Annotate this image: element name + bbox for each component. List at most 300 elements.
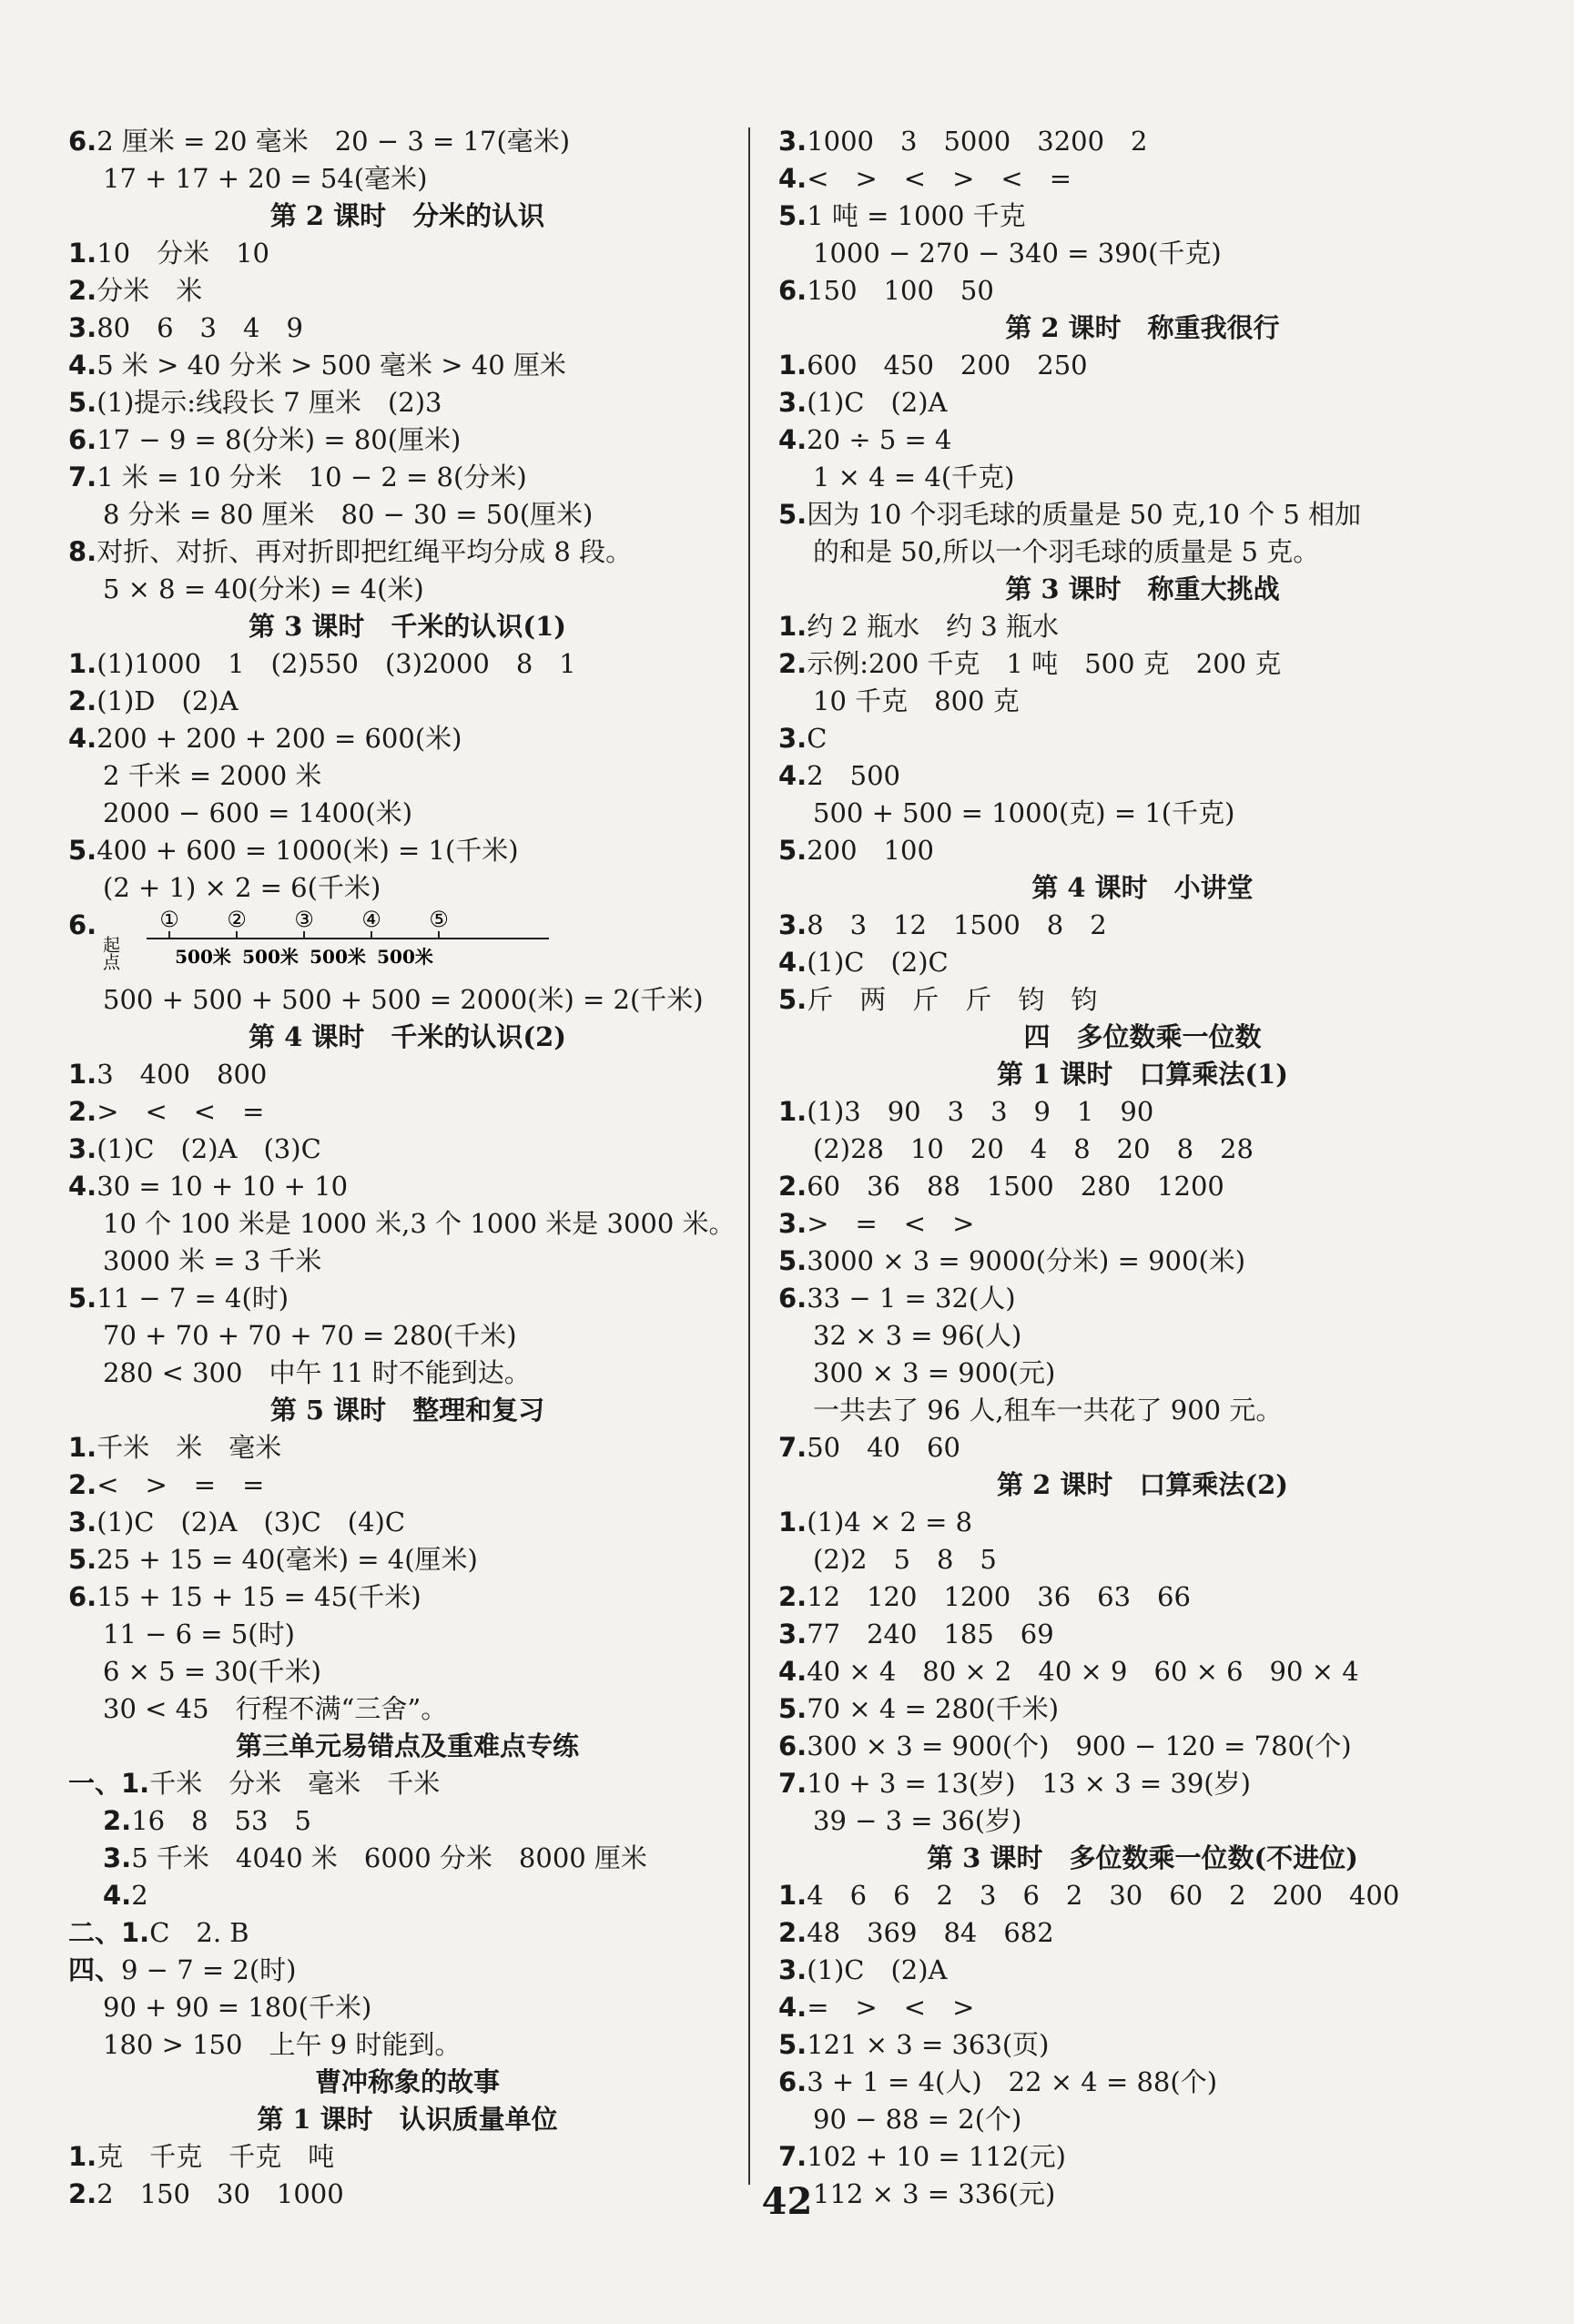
answer-text: 2 [131,1880,148,1911]
answer-text: 一共去了 96 人,租车一共花了 900 元。 [813,1395,1283,1426]
answer-text: 2 千米 = 2000 米 [103,760,322,791]
answer-line [68,1690,746,1728]
question-number: 5. [778,1693,807,1724]
question-number: 7. [778,2141,807,2172]
answer-text: 80 6 3 4 9 [96,312,303,343]
answer-text: 11 − 6 = 5(时) [103,1619,295,1649]
answer-text: 400 + 600 = 1000(米) = 1(千米) [96,835,519,866]
heading-text: 第 3 课时 多位数乘一位数(不进位) [927,1842,1358,1873]
answer-line [68,1243,746,1280]
question-number: 4. [68,723,97,754]
section-heading [778,1019,1507,1056]
heading-text: 第 5 课时 整理和复习 [269,1395,545,1426]
question-number: 1. [778,350,807,381]
question-number: 4. [68,1171,97,1202]
answer-text: 33 − 1 = 32(人) [807,1283,1016,1314]
right-column [778,123,1507,2213]
answer-text: (1)C (2)C [807,947,949,978]
answer-line [68,1765,746,1802]
answer-text: 300 × 3 = 900(元) [813,1357,1056,1388]
question-number: 1. [778,1507,807,1537]
answer-line [68,347,746,384]
answer-text: (1)C (2)A [807,1954,948,1985]
answer-text: (1)4 × 2 = 8 [807,1507,973,1537]
answer-text: 90 − 88 = 2(个) [813,2104,1022,2135]
answer-text: 4 6 6 2 3 6 2 30 60 2 200 400 [807,1880,1400,1911]
heading-text: 第三单元易错点及重难点专练 [235,1730,579,1761]
answer-text: 6 × 5 = 30(千米) [103,1656,321,1687]
answer-text: 10 个 100 米是 1000 米,3 个 1000 米是 3000 米。 [103,1208,736,1239]
answer-text: (1)1000 1 (2)550 (3)2000 8 1 [96,648,576,679]
question-number: 3. [778,1208,807,1239]
answer-text: 500 + 500 + 500 + 500 = 2000(米) = 2(千米) [103,984,704,1015]
answer-text: 2 厘米 = 20 毫米 20 − 3 = 17(毫米) [96,126,571,157]
question-number: 5. [68,387,97,418]
answer-text: 25 + 15 = 40(毫米) = 4(厘米) [96,1544,478,1575]
question-number: 5. [778,2029,807,2060]
answer-line [778,533,1507,571]
answer-line [68,384,746,421]
answer-line [778,2138,1507,2176]
section-heading [778,1840,1507,1877]
answer-line [778,832,1507,869]
answer-line [778,944,1507,981]
answer-text: (1)C (2)A (3)C [96,1133,321,1164]
answer-line [778,1429,1507,1466]
section-heading [68,608,746,645]
answer-line [68,1280,746,1317]
question-number: 3. [68,312,97,343]
answer-text: 1 × 4 = 4(千克) [813,462,1015,492]
answer-line [68,1616,746,1653]
question-number: 5. [68,1283,97,1314]
answer-line [778,1578,1507,1616]
question-number: 4. [778,760,807,791]
answer-text: 280 < 300 中午 11 时不能到达。 [103,1357,531,1388]
answer-text: 3000 × 3 = 9000(分米) = 900(米) [807,1245,1246,1276]
answer-text: (2)28 10 20 4 8 20 8 28 [813,1133,1254,1164]
answer-text: 48 369 84 682 [807,1917,1054,1948]
answer-text: 1 米 = 10 分米 10 − 2 = 8(分米) [96,462,527,492]
answer-text: 70 + 70 + 70 + 70 = 280(千米) [103,1320,517,1351]
answer-line [68,1317,746,1355]
answer-text: 8 分米 = 80 厘米 80 − 30 = 50(厘米) [103,499,594,530]
answer-line [68,720,746,757]
answer-line [778,1280,1507,1317]
answer-line [68,571,746,608]
answer-line [68,272,746,310]
answer-text: 9 − 7 = 2(时) [121,1954,297,1985]
position-marker: ② [227,907,247,932]
answer-line [778,496,1507,533]
answer-text: 17 − 9 = 8(分米) = 80(厘米) [96,424,462,455]
answer-line [68,235,746,272]
answer-text: 2 500 [807,760,901,791]
page-number: 42 [761,2180,813,2223]
answer-text: (2)2 5 8 5 [813,1544,997,1575]
answer-line [68,757,746,795]
answer-text: 150 100 50 [807,275,994,306]
question-number: 1. [68,2141,97,2172]
answer-text: 8 3 12 1500 8 2 [807,909,1107,940]
section-heading [68,1728,746,1765]
answer-line [778,1765,1507,1802]
answer-text: 千米 米 毫米 [96,1432,282,1463]
answer-text: 3 + 1 = 4(人) 22 × 4 = 88(个) [807,2066,1218,2097]
question-number: 6. [68,126,97,157]
question-number: 二、1. [68,1917,150,1948]
answer-line [68,1914,746,1952]
answer-text: 分米 米 [96,275,203,306]
question-number: 3. [68,1507,97,1537]
section-heading [68,1019,746,1056]
question-number: 5. [778,835,807,866]
answer-line [68,310,746,347]
answer-text: 70 × 4 = 280(千米) [807,1693,1060,1724]
answer-text: 3 400 800 [96,1059,268,1090]
answer-text: 90 + 90 = 180(千米) [103,1992,372,2023]
answer-line [68,981,746,1019]
answer-line [778,459,1507,496]
answer-line [68,1653,746,1690]
position-marker: ④ [361,907,381,932]
question-number: 2. [778,1917,807,1948]
question-number: 6. [778,1730,807,1761]
answer-line [68,1952,746,1989]
column-divider [748,127,750,2185]
answer-text: 千米 分米 毫米 千米 [149,1768,441,1799]
answer-text: > = < > [807,1208,975,1239]
answer-text: 40 × 4 80 × 2 40 × 9 60 × 6 90 × 4 [807,1656,1359,1687]
answer-text: 克 千克 千克 吨 [96,2141,335,2172]
answer-text: 2000 − 600 = 1400(米) [103,797,413,828]
answer-text: 17 + 17 + 20 = 54(毫米) [103,163,428,194]
answer-line [778,198,1507,235]
segment-label: 500米 [242,946,299,968]
answer-line [68,645,746,683]
question-number: 6. [68,1581,97,1612]
answer-line [778,160,1507,198]
question-number: 3. [103,1842,132,1873]
answer-text: < > < > < = [807,163,1071,194]
answer-text: C 2. B [149,1917,249,1948]
answer-text: 对折、对折、再对折即把红绳平均分成 8 段。 [96,536,633,567]
answer-text: 1 吨 = 1000 千克 [807,200,1026,231]
answer-line [68,1168,746,1205]
answer-text: 斤 两 斤 斤 钧 钧 [807,984,1098,1015]
question-number: 3. [778,909,807,940]
answer-line [778,1989,1507,2026]
position-marker: ⑤ [429,907,449,932]
question-number: 2. [68,2178,97,2209]
question-number: 4. [778,947,807,978]
answer-line [68,1355,746,1392]
question-number: 5. [68,835,97,866]
answer-line [778,1205,1507,1243]
section-heading [68,2064,746,2101]
heading-text: 第 1 课时 认识质量单位 [257,2104,558,2135]
answer-line [778,1504,1507,1541]
answer-text: 5 米 > 40 分米 > 500 毫米 > 40 厘米 [96,350,566,381]
section-heading [778,1466,1507,1504]
answer-text: 112 × 3 = 336(元) [813,2178,1056,2209]
answer-text: (1)提示:线段长 7 厘米 (2)3 [96,387,442,418]
answer-line [68,421,746,459]
question-number: 4. [778,163,807,194]
answer-text: 约 2 瓶水 约 3 瓶水 [807,611,1059,642]
answer-line [68,1578,746,1616]
answer-text: 3000 米 = 3 千米 [103,1245,322,1276]
answer-text: 60 36 88 1500 280 1200 [807,1171,1224,1202]
section-heading [778,869,1507,907]
answer-line [778,123,1507,160]
answer-text: (1)C (2)A (3)C (4)C [96,1507,406,1537]
segment-label: 500米 [377,946,433,968]
heading-text: 第 2 课时 称重我很行 [1005,312,1280,343]
answer-line [778,2101,1507,2138]
answer-line [778,235,1507,272]
answer-line [778,1243,1507,1280]
answer-line [778,907,1507,944]
answer-text: 600 450 200 250 [807,350,1088,381]
answer-text: 102 + 10 = 112(元) [807,2141,1066,2172]
answer-line [778,1317,1507,1355]
question-number: 3. [778,1619,807,1649]
answer-text: 300 × 3 = 900(个) 900 − 120 = 780(个) [807,1730,1352,1761]
question-number: 6. [68,424,97,455]
answer-line [68,683,746,720]
section-heading [68,198,746,235]
question-number: 2. [778,1171,807,1202]
answer-line [68,795,746,832]
question-number: 5. [778,200,807,231]
answer-text: 20 ÷ 5 = 4 [807,424,952,455]
answer-line [778,1728,1507,1765]
question-number: 1. [778,1880,807,1911]
answer-line [68,533,746,571]
number-line-figure [68,907,746,981]
answer-line [778,1952,1507,1989]
section-heading [778,310,1507,347]
heading-text: 四 多位数乘一位数 [1023,1021,1262,1052]
answer-line [778,1131,1507,1168]
segment-label: 500米 [310,946,366,968]
question-number: 4. [778,424,807,455]
answer-line [778,757,1507,795]
question-number: 3. [68,1133,97,1164]
question-number: 6. [778,1283,807,1314]
answer-text: (1)C (2)A [807,387,948,418]
answer-text: 500 + 500 = 1000(克) = 1(千克) [813,797,1235,828]
question-number: 7. [778,1768,807,1799]
answer-line [778,720,1507,757]
question-number: 1. [68,1059,97,1090]
question-number: 4. [778,1656,807,1687]
question-number: 四、 [68,1954,122,1985]
question-number: 5. [778,499,807,530]
question-number: 2. [68,1469,97,1500]
question-number: 1. [68,1432,97,1463]
section-heading [68,2101,746,2138]
answer-line [68,160,746,198]
answer-line [68,1877,746,1914]
answer-text: 11 − 7 = 4(时) [96,1283,289,1314]
question-number: 3. [778,126,807,157]
heading-text: 第 4 课时 千米的认识(2) [249,1021,566,1052]
heading-text: 第 3 课时 千米的认识(1) [249,611,566,642]
heading-text: 第 4 课时 小讲堂 [1031,872,1254,903]
question-number: 2. [778,648,807,679]
answer-text: 12 120 1200 36 63 66 [807,1581,1191,1612]
answer-line [68,1131,746,1168]
answer-line [778,1616,1507,1653]
answer-text: 5 × 8 = 40(分米) = 4(米) [103,573,424,604]
answer-line [778,421,1507,459]
section-heading [68,1392,746,1429]
answer-line [778,2026,1507,2064]
question-number: 3. [778,723,807,754]
answer-text: = > < > [807,1992,975,2023]
heading-text: 第 2 课时 口算乘法(2) [997,1469,1288,1500]
question-number: 4. [68,350,97,381]
section-heading [778,571,1507,608]
answer-text: 121 × 3 = 363(页) [807,2029,1050,2060]
question-number: 2. [68,1096,97,1127]
answer-text: C [807,723,828,754]
answer-line [778,1802,1507,1840]
answer-text: 180 > 150 上午 9 时能到。 [103,2029,462,2060]
question-number: 1. [68,648,97,679]
position-marker: ③ [294,907,314,932]
answer-text: 的和是 50,所以一个羽毛球的质量是 5 克。 [813,536,1320,567]
answer-text: 因为 10 个羽毛球的质量是 50 克,10 个 5 相加 [807,499,1362,530]
answer-line [68,123,746,160]
answer-text: 30 = 10 + 10 + 10 [96,1171,349,1202]
question-number: 一、1. [68,1768,150,1799]
answer-line [778,1355,1507,1392]
answer-line [68,1205,746,1243]
answer-text: > < < = [96,1096,265,1127]
question-number: 3. [778,387,807,418]
answer-text: 39 − 3 = 36(岁) [813,1805,1022,1836]
answer-line [68,1840,746,1877]
answer-line [68,496,746,533]
answer-text: 2 150 30 1000 [96,2178,344,2209]
answer-line [778,981,1507,1019]
answer-text: 10 千克 800 克 [813,685,1020,716]
answer-line [68,1802,746,1840]
question-number: 4. [778,1992,807,2023]
question-number: 8. [68,536,97,567]
question-number: 2. [778,1581,807,1612]
heading-text: 第 3 课时 称重大挑战 [1005,573,1280,604]
answer-text: 16 8 53 5 [131,1805,311,1836]
heading-text: 曹冲称象的故事 [314,2066,500,2097]
answer-line [778,683,1507,720]
question-number: 4. [103,1880,132,1911]
answer-line [778,1168,1507,1205]
answer-line [68,1093,746,1131]
question-number: 2. [68,275,97,306]
answer-line [778,795,1507,832]
answer-line [778,272,1507,310]
answer-line [778,1541,1507,1578]
answer-line [778,1392,1507,1429]
question-number: 5. [778,1245,807,1276]
answer-line [778,1093,1507,1131]
answer-line [778,645,1507,683]
section-heading [778,1056,1507,1093]
answer-line [778,2064,1507,2101]
answer-text: 15 + 15 + 15 = 45(千米) [96,1581,421,1612]
question-number: 1. [778,611,807,642]
answer-line [68,2138,746,2176]
question-number: 7. [778,1432,807,1463]
answer-text: 77 240 185 69 [807,1619,1054,1649]
position-marker: ① [159,907,179,932]
answer-text: 32 × 3 = 96(人) [813,1320,1022,1351]
answer-line [68,1504,746,1541]
answer-text: (1)3 90 3 3 9 1 90 [807,1096,1154,1127]
answer-text: 示例:200 千克 1 吨 500 克 200 克 [807,648,1282,679]
left-column [68,123,746,2213]
answer-text: 200 + 200 + 200 = 600(米) [96,723,462,754]
answer-text: 30 < 45 行程不满“三舍”。 [103,1693,448,1724]
answer-text: 1000 3 5000 3200 2 [807,126,1148,157]
answer-line [68,1056,746,1093]
answer-line [68,1429,746,1466]
answer-text: 5 千米 4040 米 6000 分米 8000 厘米 [131,1842,647,1873]
start-label: 起点 [100,936,120,970]
answer-line [778,384,1507,421]
answer-line [68,1989,746,2026]
answer-line [778,1690,1507,1728]
answer-text: (2 + 1) × 2 = 6(千米) [103,872,381,903]
answer-text: (1)D (2)A [96,685,239,716]
question-number: 6. [778,275,807,306]
answer-text: 50 40 60 [807,1432,960,1463]
answer-line [68,832,746,869]
answer-line [778,608,1507,645]
answer-line [778,1653,1507,1690]
question-number: 6. [68,909,97,940]
answer-text: 10 + 3 = 13(岁) 13 × 3 = 39(岁) [807,1768,1251,1799]
heading-text: 第 1 课时 口算乘法(1) [997,1059,1288,1090]
question-number: 2. [103,1805,132,1836]
answer-text: < > = = [96,1469,265,1500]
answer-line [778,1914,1507,1952]
answer-line [68,2026,746,2064]
heading-text: 第 2 课时 分米的认识 [269,200,545,231]
answer-line [68,1466,746,1504]
answer-text: 200 100 [807,835,934,866]
answer-line [68,1541,746,1578]
question-number: 7. [68,462,97,492]
answer-line [778,347,1507,384]
question-number: 3. [778,1954,807,1985]
question-number: 1. [68,238,97,269]
question-number: 5. [778,984,807,1015]
segment-label: 500米 [175,946,231,968]
question-number: 6. [778,2066,807,2097]
question-number: 2. [68,685,97,716]
answer-line [68,869,746,907]
question-number: 1. [778,1096,807,1127]
answer-line [68,459,746,496]
question-number: 5. [68,1544,97,1575]
answer-line [778,1877,1507,1914]
answer-text: 10 分米 10 [96,238,270,269]
